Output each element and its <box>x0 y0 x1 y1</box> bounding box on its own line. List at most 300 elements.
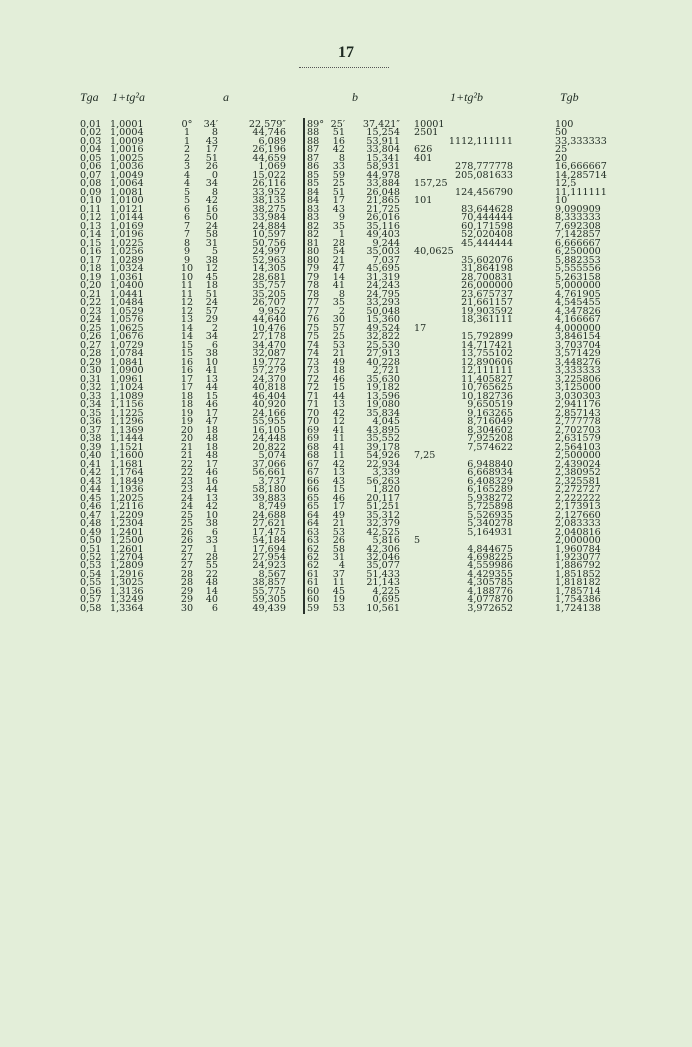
cell-b-degrees: 85 <box>307 169 320 181</box>
cell-one-plus-tg2b: 14,717421 <box>461 339 513 351</box>
cell-a-degrees: 30 <box>180 602 194 614</box>
cell-a-minutes: 0 <box>211 169 218 181</box>
cell-a-minutes: 17 <box>205 407 218 419</box>
cell-one-plus-tg2a: 1,0100 <box>110 195 144 207</box>
cell-a-degrees: 26 <box>180 526 194 538</box>
cell-b-seconds: 0,695 <box>372 594 400 606</box>
cell-one-plus-tg2a: 1,1444 <box>110 433 144 445</box>
cell-a-degrees: 18 <box>180 399 194 411</box>
cell-b-degrees: 66 <box>307 484 320 496</box>
cell-b-seconds: 13,596 <box>366 390 400 402</box>
cell-a-degrees: 22 <box>180 467 194 479</box>
cell-b-degrees: 61 <box>307 577 320 589</box>
cell-a-minutes: 42 <box>205 501 218 513</box>
cell-a-seconds: 44,659 <box>252 152 286 164</box>
cell-b-minutes: 18 <box>332 365 345 377</box>
cell-one-plus-tg2b: 7,925208 <box>467 433 513 445</box>
cell-a-degrees: 1 <box>183 135 191 147</box>
cell-one-plus-tg2a: 1,2601 <box>110 543 144 555</box>
cell-tga: 0,34 <box>80 399 102 411</box>
header-a: a <box>223 90 229 104</box>
cell-a-degrees: 10 <box>180 271 194 283</box>
cell-tgb: 4,347826 <box>555 305 601 317</box>
cell-one-plus-tg2b: 12,890606 <box>461 356 513 368</box>
cell-a-seconds: 33,952 <box>252 186 286 198</box>
cell-b-minutes: 17 <box>332 195 345 207</box>
cell-a-minutes: 46 <box>205 399 218 411</box>
cell-b-minutes: 49 <box>332 356 345 368</box>
cell-b-degrees: 62 <box>307 543 320 555</box>
cell-a-minutes: 10 <box>205 356 218 368</box>
cell-one-plus-tg2b: 70,444444 <box>461 212 513 224</box>
cell-a-degrees: 18 <box>180 390 194 402</box>
header-one-plus-tg2b: 1+tg²b <box>450 90 484 104</box>
cell-a-degrees: 15 <box>180 348 194 360</box>
cell-a-seconds: 37,066 <box>252 458 286 470</box>
cell-tgb: 50 <box>555 127 568 139</box>
cell-tgb: 2,272727 <box>555 484 601 496</box>
cell-b-minutes: 57 <box>332 322 345 334</box>
cell-b-minutes: 53 <box>332 339 345 351</box>
cell-b-degrees: 89° <box>307 119 325 130</box>
cell-a-degrees: 29 <box>180 594 194 606</box>
cell-tgb: 3,333333 <box>555 365 601 377</box>
cell-a-seconds: 24,370 <box>252 373 286 385</box>
cell-b-minutes: 21 <box>332 254 345 266</box>
cell-b-degrees: 87 <box>307 152 320 164</box>
cell-tga: 0,26 <box>80 331 102 343</box>
cell-b-minutes: 12 <box>332 416 345 428</box>
cell-a-minutes: 34 <box>205 178 218 190</box>
cell-tgb: 6,666667 <box>555 237 601 249</box>
cell-tga: 0,58 <box>80 602 102 614</box>
cell-one-plus-tg2a: 1,0400 <box>110 280 144 292</box>
cell-b-minutes: 42 <box>332 144 345 156</box>
cell-b-seconds: 43,895 <box>366 424 400 436</box>
cell-one-plus-tg2b: 11,405827 <box>461 373 513 385</box>
cell-one-plus-tg2a: 1,2809 <box>110 560 144 572</box>
cell-a-seconds: 3,737 <box>258 475 286 487</box>
cell-tgb: 3,125000 <box>555 382 601 394</box>
cell-a-minutes: 58 <box>205 229 218 241</box>
cell-a-seconds: 33,984 <box>252 212 286 224</box>
cell-b-degrees: 75 <box>307 322 320 334</box>
cell-tga: 0,35 <box>80 407 102 419</box>
cell-tgb: 14,285714 <box>555 169 607 181</box>
cell-tga: 0,43 <box>80 475 102 487</box>
cell-a-seconds: 34,470 <box>252 339 286 351</box>
cell-b-degrees: 83 <box>307 203 320 215</box>
cell-b-seconds: 58,931 <box>366 161 400 173</box>
cell-b-degrees: 82 <box>307 220 320 232</box>
cell-b-minutes: 28 <box>332 237 345 249</box>
cell-b-seconds: 2,721 <box>372 365 400 377</box>
cell-b-seconds: 9,244 <box>372 237 400 249</box>
cell-a-seconds: 55,955 <box>252 416 286 428</box>
cell-a-seconds: 35,757 <box>252 280 286 292</box>
cell-one-plus-tg2a: 1,1600 <box>110 450 144 462</box>
cell-b-degrees: 65 <box>307 501 320 513</box>
cell-tga: 0,38 <box>80 433 102 445</box>
cell-a-seconds: 49,439 <box>252 602 286 614</box>
cell-a-seconds: 5,074 <box>258 450 286 462</box>
cell-tga: 0,49 <box>80 526 102 538</box>
cell-a-minutes: 45 <box>205 271 218 283</box>
cell-a-minutes: 16 <box>205 475 218 487</box>
cell-tga: 0,39 <box>80 441 102 453</box>
cell-b-degrees: 61 <box>307 568 320 580</box>
cell-tgb: 5,882353 <box>555 254 601 266</box>
cell-one-plus-tg2a: 1,2916 <box>110 568 144 580</box>
cell-a-degrees: 10 <box>180 263 194 275</box>
cell-tgb: 2,380952 <box>555 467 601 479</box>
cell-tga: 0,50 <box>80 535 102 546</box>
cell-tgb: 1,724138 <box>555 602 601 614</box>
cell-a-degrees: 27 <box>180 560 194 572</box>
cell-b-seconds: 15,254 <box>366 127 400 139</box>
cell-tga: 0,07 <box>80 169 102 181</box>
cell-tga: 0,57 <box>80 594 102 606</box>
cell-b-degrees: 64 <box>307 509 320 521</box>
cell-a-degrees: 26 <box>180 535 194 546</box>
cell-b-seconds: 22,934 <box>366 458 400 470</box>
cell-tga: 0,05 <box>80 152 102 164</box>
cell-a-seconds: 54,184 <box>252 535 286 546</box>
cell-one-plus-tg2a: 1,0081 <box>110 186 144 198</box>
cell-b-minutes: 21 <box>332 518 345 530</box>
cell-a-seconds: 38,275 <box>252 203 286 215</box>
table-row <box>0 604 692 613</box>
cell-one-plus-tg2b: 401 <box>414 152 433 164</box>
cell-a-seconds: 24,923 <box>252 560 286 572</box>
cell-one-plus-tg2a: 1,2500 <box>110 535 144 546</box>
cell-a-seconds: 24,997 <box>252 246 286 258</box>
cell-a-seconds: 40,818 <box>252 382 286 394</box>
cell-one-plus-tg2a: 1,0196 <box>110 229 144 241</box>
cell-a-degrees: 23 <box>180 475 194 487</box>
cell-one-plus-tg2b: 10,182736 <box>461 390 513 402</box>
cell-a-minutes: 46 <box>205 467 218 479</box>
cell-b-degrees: 67 <box>307 458 320 470</box>
cell-a-degrees: 2 <box>183 152 191 164</box>
cell-b-degrees: 80 <box>307 246 320 258</box>
cell-a-minutes: 18 <box>205 280 218 292</box>
cell-tga: 0,20 <box>80 280 102 292</box>
cell-one-plus-tg2b: 10,765625 <box>461 382 513 394</box>
cell-a-seconds: 27,178 <box>252 331 286 343</box>
cell-a-minutes: 17 <box>205 144 218 156</box>
cell-b-seconds: 37,421″ <box>362 119 400 130</box>
cell-b-seconds: 21,865 <box>366 195 400 207</box>
cell-b-minutes: 26 <box>332 535 345 546</box>
cell-b-seconds: 31,319 <box>366 271 400 283</box>
cell-one-plus-tg2a: 1,1849 <box>110 475 144 487</box>
cell-one-plus-tg2a: 1,1681 <box>110 458 144 470</box>
cell-one-plus-tg2b: 19,903592 <box>461 305 513 317</box>
cell-a-seconds: 40,920 <box>252 399 286 411</box>
cell-one-plus-tg2a: 1,0225 <box>110 237 144 249</box>
cell-b-minutes: 47 <box>332 263 345 275</box>
cell-tga: 0,29 <box>80 356 102 368</box>
cell-one-plus-tg2b: 6,408329 <box>467 475 513 487</box>
cell-one-plus-tg2a: 1,0169 <box>110 220 144 232</box>
cell-a-degrees: 23 <box>180 484 194 496</box>
cell-tga: 0,47 <box>80 509 102 521</box>
cell-b-degrees: 62 <box>307 551 320 563</box>
cell-a-seconds: 46,404 <box>252 390 286 402</box>
cell-tga: 0,08 <box>80 178 102 190</box>
cell-a-degrees: 4 <box>183 178 191 190</box>
cell-a-minutes: 15 <box>205 390 218 402</box>
cell-one-plus-tg2b: 21,661157 <box>461 297 513 309</box>
cell-b-seconds: 4,045 <box>372 416 400 428</box>
cell-tgb: 3,225806 <box>555 373 601 385</box>
cell-tga: 0,40 <box>80 450 102 462</box>
cell-b-degrees: 83 <box>307 212 320 224</box>
cell-one-plus-tg2b: 8,716049 <box>467 416 513 428</box>
cell-a-seconds: 50,756 <box>252 237 286 249</box>
cell-b-degrees: 71 <box>307 390 320 402</box>
cell-tgb: 8,333333 <box>555 212 601 224</box>
cell-a-minutes: 57 <box>205 305 218 317</box>
cell-a-minutes: 44 <box>205 382 218 394</box>
cell-one-plus-tg2b: 4,305785 <box>467 577 513 589</box>
cell-b-degrees: 87 <box>307 144 320 156</box>
cell-tga: 0,09 <box>80 186 102 198</box>
cell-a-minutes: 1 <box>211 543 218 555</box>
cell-one-plus-tg2b: 60,171598 <box>461 220 513 232</box>
cell-tga: 0,12 <box>80 212 102 224</box>
cell-a-seconds: 24,166 <box>252 407 286 419</box>
cell-b-degrees: 60 <box>307 594 320 606</box>
cell-tga: 0,10 <box>80 195 102 207</box>
cell-b-minutes: 15 <box>332 484 345 496</box>
cell-one-plus-tg2b: 52,020408 <box>461 229 513 241</box>
cell-one-plus-tg2a: 1,0900 <box>110 365 144 377</box>
cell-a-seconds: 26,196 <box>252 144 286 156</box>
cell-b-minutes: 45 <box>332 585 345 597</box>
cell-b-degrees: 84 <box>307 186 320 198</box>
cell-a-degrees: 20 <box>180 424 194 436</box>
cell-one-plus-tg2b: 7,574622 <box>467 441 513 453</box>
cell-a-minutes: 22 <box>205 568 218 580</box>
cell-b-minutes: 25 <box>332 331 345 343</box>
cell-tgb: 3,030303 <box>555 390 601 402</box>
cell-tga: 0,37 <box>80 424 102 436</box>
cell-one-plus-tg2b: 5 <box>414 535 421 546</box>
cell-b-minutes: 11 <box>332 433 345 445</box>
cell-tga: 0,15 <box>80 237 102 249</box>
cell-one-plus-tg2a: 1,0025 <box>110 152 144 164</box>
cell-b-minutes: 41 <box>332 441 345 453</box>
cell-b-minutes: 46 <box>332 492 345 504</box>
header-tga: Tga <box>80 90 99 104</box>
cell-a-minutes: 6 <box>211 526 218 538</box>
cell-b-seconds: 35,552 <box>366 433 400 445</box>
cell-tgb: 2,857143 <box>555 407 601 419</box>
cell-b-degrees: 73 <box>307 356 320 368</box>
cell-one-plus-tg2b: 18,361111 <box>461 314 513 326</box>
cell-a-degrees: 28 <box>180 577 194 589</box>
cell-b-seconds: 24,243 <box>366 280 400 292</box>
cell-one-plus-tg2b: 278,777778 <box>455 161 513 173</box>
cell-a-seconds: 44,640 <box>252 314 286 326</box>
cell-one-plus-tg2a: 1,0289 <box>110 254 144 266</box>
cell-a-minutes: 17 <box>205 458 218 470</box>
cell-a-degrees: 5 <box>183 195 191 207</box>
cell-one-plus-tg2a: 1,3025 <box>110 577 144 589</box>
cell-tgb: 2,040816 <box>555 526 601 538</box>
cell-b-seconds: 15,360 <box>366 314 400 326</box>
cell-a-minutes: 8 <box>211 127 218 139</box>
cell-b-seconds: 44,978 <box>366 169 400 181</box>
cell-tga: 0,18 <box>80 263 102 275</box>
cell-b-minutes: 11 <box>332 450 345 462</box>
cell-tgb: 4,166667 <box>555 314 601 326</box>
cell-a-minutes: 8 <box>211 186 218 198</box>
cell-b-degrees: 80 <box>307 254 320 266</box>
cell-a-seconds: 10,476 <box>252 322 286 334</box>
cell-one-plus-tg2a: 1,1089 <box>110 390 144 402</box>
cell-tgb: 12,5 <box>555 178 577 190</box>
cell-a-seconds: 24,688 <box>252 509 286 521</box>
cell-a-minutes: 10 <box>205 509 218 521</box>
cell-tgb: 3,846154 <box>555 331 601 343</box>
cell-b-degrees: 76 <box>307 314 320 326</box>
cell-tgb: 5,263158 <box>555 271 601 283</box>
cell-b-degrees: 88 <box>307 127 320 139</box>
cell-a-minutes: 29 <box>205 314 218 326</box>
cell-one-plus-tg2b: 9,163265 <box>467 407 513 419</box>
cell-b-minutes: 59 <box>332 169 345 181</box>
cell-a-degrees: 19 <box>180 407 194 419</box>
cell-one-plus-tg2a: 1,2304 <box>110 518 144 530</box>
cell-a-seconds: 56,661 <box>252 467 286 479</box>
cell-b-minutes: 11 <box>332 577 345 589</box>
cell-b-seconds: 51,251 <box>366 501 400 513</box>
cell-tgb: 2,500000 <box>555 450 601 462</box>
cell-a-seconds: 24,884 <box>252 220 286 232</box>
cell-tgb: 2,083333 <box>555 518 601 530</box>
cell-a-degrees: 16 <box>180 356 194 368</box>
cell-a-seconds: 17,475 <box>252 526 286 538</box>
cell-tgb: 1,754386 <box>555 594 601 606</box>
cell-a-degrees: 21 <box>180 450 194 462</box>
cell-a-minutes: 24 <box>205 297 218 309</box>
cell-one-plus-tg2a: 1,2704 <box>110 551 144 563</box>
cell-one-plus-tg2a: 1,0049 <box>110 169 144 181</box>
cell-b-degrees: 70 <box>307 416 320 428</box>
cell-one-plus-tg2a: 1,1369 <box>110 424 144 436</box>
cell-tga: 0,52 <box>80 551 102 563</box>
cell-tga: 0,41 <box>80 458 102 470</box>
cell-b-minutes: 51 <box>332 186 345 198</box>
cell-b-seconds: 24,795 <box>366 288 400 300</box>
cell-b-degrees: 71 <box>307 399 320 411</box>
cell-b-degrees: 77 <box>307 305 320 317</box>
cell-tgb: 4,545455 <box>555 297 601 309</box>
cell-a-minutes: 47 <box>205 416 218 428</box>
cell-b-seconds: 21,725 <box>366 203 400 215</box>
cell-b-degrees: 79 <box>307 271 320 283</box>
cell-one-plus-tg2b: 4,559986 <box>467 560 513 572</box>
cell-one-plus-tg2a: 1,2116 <box>110 501 144 513</box>
cell-b-minutes: 33 <box>332 161 345 173</box>
cell-one-plus-tg2b: 10001 <box>414 119 445 130</box>
cell-a-minutes: 43 <box>205 135 218 147</box>
cell-a-seconds: 22,579″ <box>248 119 286 130</box>
cell-a-minutes: 2 <box>211 322 218 334</box>
cell-tgb: 100 <box>555 119 574 130</box>
cell-b-seconds: 45,695 <box>366 263 400 275</box>
cell-one-plus-tg2b: 6,165289 <box>467 484 513 496</box>
cell-a-minutes: 42 <box>205 195 218 207</box>
cell-one-plus-tg2b: 1112,111111 <box>448 135 513 147</box>
cell-one-plus-tg2a: 1,0529 <box>110 305 144 317</box>
cell-tga: 0,13 <box>80 220 102 232</box>
cell-b-minutes: 2 <box>338 305 345 317</box>
cell-b-seconds: 42,306 <box>366 543 400 555</box>
cell-tgb: 33,333333 <box>555 135 607 147</box>
cell-tgb: 9,090909 <box>555 203 601 215</box>
cell-b-degrees: 75 <box>307 331 320 343</box>
cell-tgb: 1,851852 <box>555 568 601 580</box>
cell-b-minutes: 37 <box>332 568 345 580</box>
cell-b-minutes: 53 <box>332 602 345 614</box>
cell-b-degrees: 82 <box>307 229 320 241</box>
cell-a-degrees: 24 <box>180 501 194 513</box>
cell-b-degrees: 85 <box>307 178 320 190</box>
cell-b-seconds: 21,143 <box>366 577 400 589</box>
cell-tgb: 2,564103 <box>555 441 601 453</box>
cell-one-plus-tg2b: 4,844675 <box>467 543 513 555</box>
cell-b-seconds: 42,525 <box>366 526 400 538</box>
cell-b-minutes: 44 <box>332 390 345 402</box>
cell-tgb: 3,703704 <box>555 339 601 351</box>
cell-b-degrees: 63 <box>307 535 320 546</box>
cell-b-minutes: 53 <box>332 526 345 538</box>
cell-a-degrees: 8 <box>183 237 191 249</box>
cell-b-seconds: 10,561 <box>366 602 400 614</box>
cell-a-degrees: 24 <box>180 492 194 504</box>
cell-one-plus-tg2a: 1,0064 <box>110 178 144 190</box>
cell-one-plus-tg2b: 124,456790 <box>455 186 513 198</box>
cell-a-minutes: 6 <box>211 602 218 614</box>
cell-b-seconds: 32,046 <box>366 551 400 563</box>
cell-a-seconds: 24,448 <box>252 433 286 445</box>
cell-tga: 0,21 <box>80 288 102 300</box>
cell-a-minutes: 33 <box>205 535 218 546</box>
cell-tgb: 6,250000 <box>555 246 601 258</box>
cell-b-minutes: 30 <box>332 314 345 326</box>
cell-b-seconds: 35,834 <box>366 407 400 419</box>
cell-tga: 0,54 <box>80 568 102 580</box>
cell-a-degrees: 27 <box>180 543 194 555</box>
cell-one-plus-tg2a: 1,1024 <box>110 382 144 394</box>
cell-a-seconds: 19,772 <box>252 356 286 368</box>
cell-b-degrees: 62 <box>307 560 320 572</box>
cell-tga: 0,45 <box>80 492 102 504</box>
cell-a-seconds: 14,305 <box>252 263 286 275</box>
cell-b-minutes: 51 <box>332 127 345 139</box>
cell-b-degrees: 70 <box>307 407 320 419</box>
cell-tgb: 2,000000 <box>555 535 601 546</box>
cell-tga: 0,22 <box>80 297 102 309</box>
cell-tga: 0,19 <box>80 271 102 283</box>
cell-b-degrees: 81 <box>307 237 320 249</box>
cell-b-degrees: 63 <box>307 526 320 538</box>
cell-a-seconds: 44,746 <box>252 127 286 139</box>
